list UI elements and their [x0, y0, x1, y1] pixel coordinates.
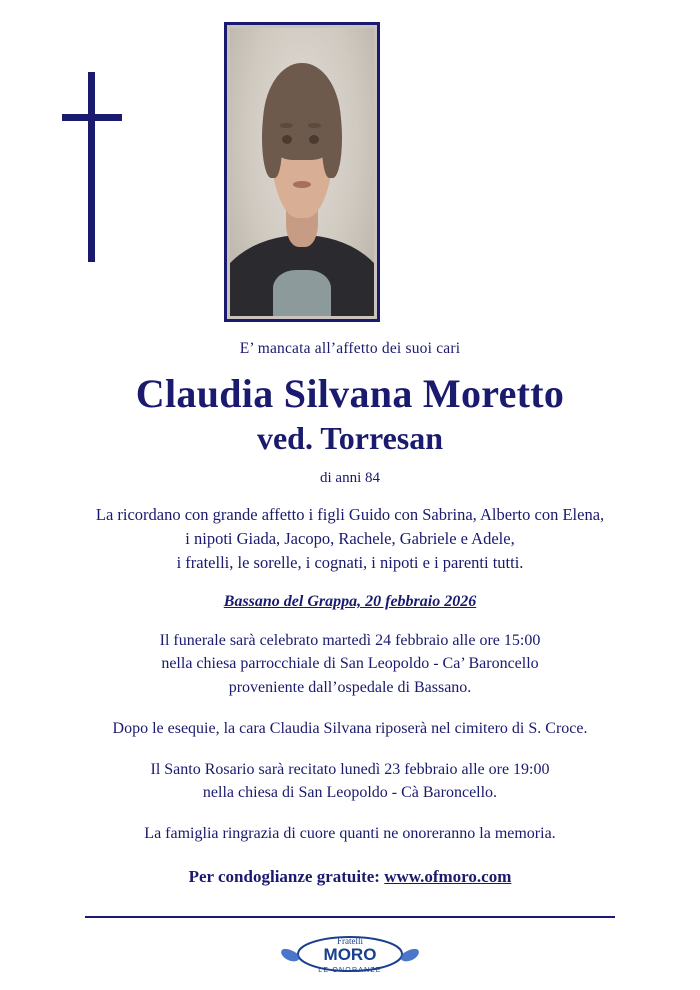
- cross-vertical-bar: [88, 72, 95, 262]
- funeral-line-3: proveniente dall’ospedale di Bassano.: [228, 678, 472, 696]
- deceased-age: di anni 84: [320, 470, 380, 487]
- rosary-line-2: nella chiesa di San Leopoldo - Cà Baroncello.: [202, 784, 498, 802]
- company-logo: [272, 928, 428, 986]
- rosary-block: [0, 758, 700, 804]
- family-block: [0, 503, 700, 575]
- family-line-3: i fratelli, le sorelle, i cognati, i nipoti e i parenti tutti.: [176, 553, 524, 573]
- condolences-label: Per condoglianze gratuite:: [188, 867, 385, 887]
- portrait-eye-right: [309, 135, 319, 144]
- logo-main-text-svg: MORO: [323, 945, 377, 964]
- deceased-widow-name: ved. Torresan: [256, 420, 444, 457]
- rosary-line-1: Il Santo Rosario sarà recitato lunedì 23 febbraio alle ore 19:00: [150, 760, 550, 778]
- burial-block: [0, 717, 700, 740]
- burial-line: Dopo le esequie, la cara Claudia Silvana riposerà nel cimitero di S. Croce.: [112, 719, 588, 737]
- portrait-eye-left: [282, 135, 292, 144]
- portrait-eyebrow-right: [308, 123, 321, 128]
- cross-horizontal-bar: [62, 114, 122, 121]
- place-and-date: Bassano del Grappa, 20 febbraio 2026: [223, 593, 477, 611]
- portrait-frame: [224, 22, 380, 322]
- thanks-block: [0, 822, 700, 845]
- notice-content: [0, 340, 700, 887]
- portrait-collar: [273, 270, 331, 316]
- portrait-mouth: [293, 181, 310, 188]
- logo-bottom-text-svg: LE ONORANZE: [318, 967, 382, 974]
- portrait-image: [230, 28, 374, 316]
- moro-logo-graphic: [272, 928, 428, 986]
- cross-icon: [62, 72, 122, 262]
- family-line-1: La ricordano con grande affetto i figli Guido con Sabrina, Alberto con Elena,: [95, 505, 605, 525]
- funeral-line-2: nella chiesa parrocchiale di San Leopoldo - Ca’ Baroncello: [161, 655, 539, 673]
- deceased-name: Claudia Silvana Moretto: [135, 371, 565, 416]
- condolences-link[interactable]: www.ofmoro.com: [384, 867, 512, 887]
- funeral-line-1: Il funerale sarà celebrato martedì 24 febbraio alle ore 15:00: [159, 632, 541, 650]
- footer-divider: [85, 916, 615, 918]
- thanks-line: La famiglia ringrazia di cuore quanti ne onoreranno la memoria.: [144, 825, 556, 843]
- condolences-line: [0, 867, 700, 887]
- notice-lead-text: E’ mancata all’affetto dei suoi cari: [239, 340, 461, 357]
- portrait-eyebrow-left: [280, 123, 293, 128]
- family-line-2: i nipoti Giada, Jacopo, Rachele, Gabriele e Adele,: [185, 529, 515, 549]
- logo-top-text-svg: Fratelli: [337, 936, 363, 946]
- portrait-hair-left: [262, 91, 282, 177]
- funeral-block: [0, 629, 700, 699]
